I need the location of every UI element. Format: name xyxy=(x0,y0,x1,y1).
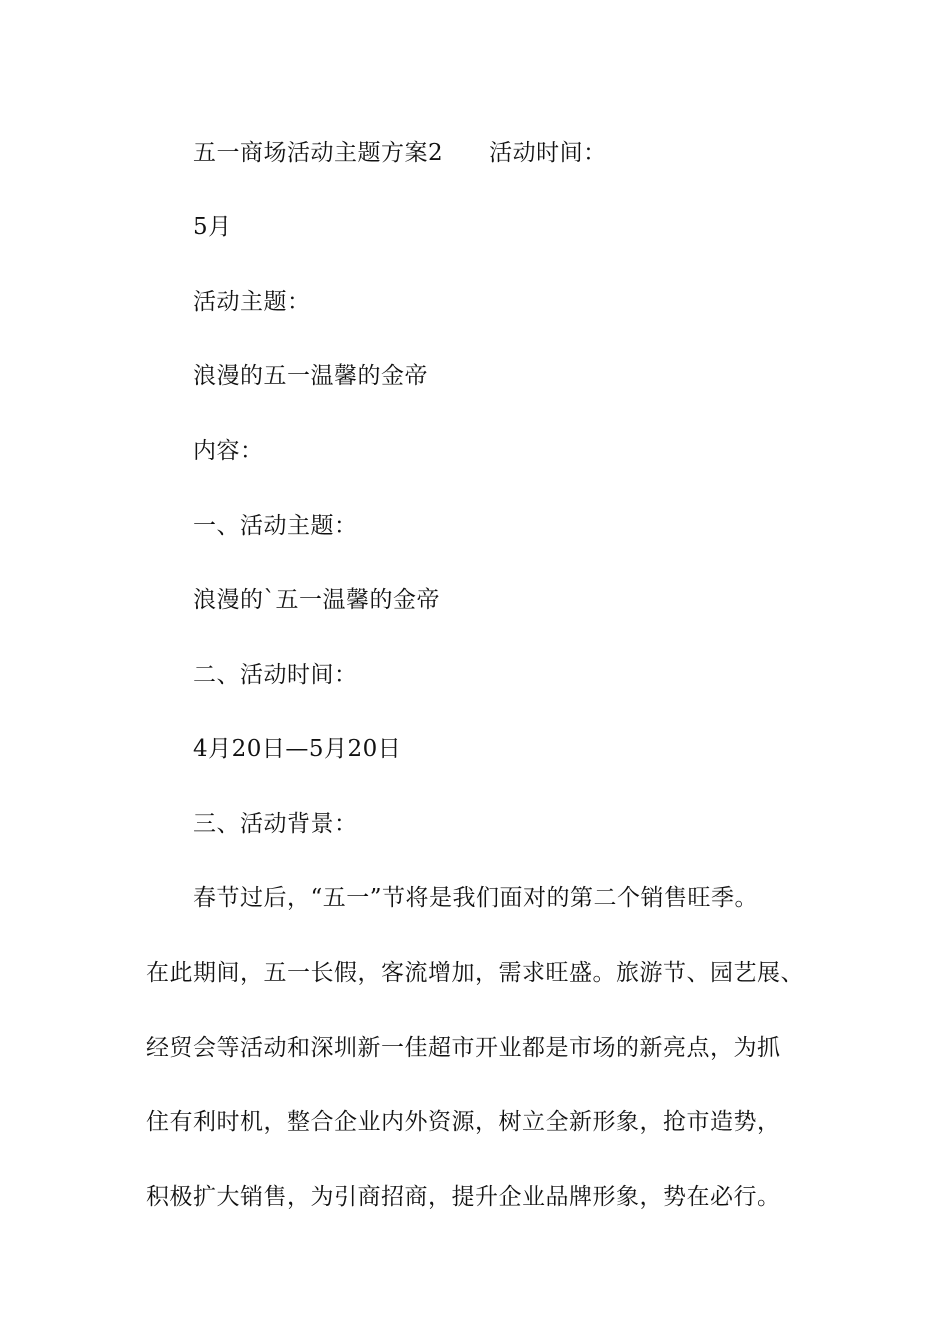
heading-line xyxy=(193,138,607,168)
paragraph-line: 春节过后，“五一”节将是我们面对的第二个销售旺季。 xyxy=(193,885,759,911)
paragraph-line: 经贸会等活动和深圳新一佳超市开业都是市场的新亮点，为抓 xyxy=(146,1035,781,1061)
section-heading: 三、活动背景： xyxy=(193,811,358,837)
text-line: 浪漫的五一温馨的金帝 xyxy=(193,363,428,389)
section-heading: 一、活动主题： xyxy=(193,513,358,539)
text-line: 4月20日—5月20日 xyxy=(193,736,402,762)
section-heading: 二、活动时间： xyxy=(193,662,358,688)
activity-time-label: 活动时间： xyxy=(489,140,607,166)
paragraph-line: 积极扩大销售，为引商招商，提升企业品牌形象，势在必行。 xyxy=(146,1184,781,1210)
paragraph-line: 住有利时机，整合企业内外资源，树立全新形象，抢市造势， xyxy=(146,1109,781,1135)
text-line: 内容： xyxy=(193,438,264,464)
document-title: 五一商场活动主题方案2 xyxy=(193,140,444,166)
text-line: 5月 xyxy=(193,214,232,240)
paragraph-line: 在此期间，五一长假，客流增加，需求旺盛。旅游节、园艺展、 xyxy=(146,960,804,986)
text-line: 活动主题： xyxy=(193,289,311,315)
text-line: 浪漫的`五一温馨的金帝 xyxy=(193,587,440,613)
